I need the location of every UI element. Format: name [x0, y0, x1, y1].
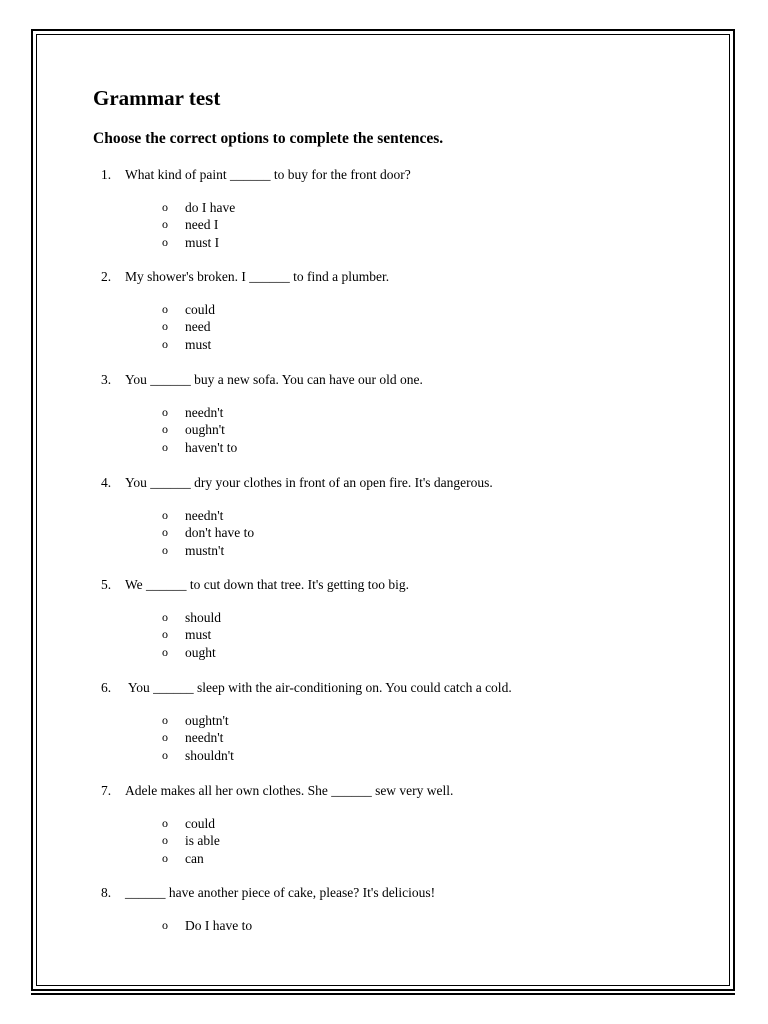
bullet-icon: o — [162, 542, 168, 557]
option-label: haven't to — [185, 439, 238, 455]
option-label: could — [185, 816, 215, 831]
question-number: 2. — [101, 269, 112, 284]
question-number: 5. — [101, 577, 112, 592]
option-label: must — [185, 627, 212, 643]
question-text: We ______ to cut down that tree. It's getting too big. — [125, 577, 410, 592]
bullet-icon: o — [162, 439, 168, 454]
question-5 — [0, 577, 768, 677]
bullet-icon: o — [162, 833, 168, 848]
question-number: 7. — [101, 783, 112, 798]
bullet-icon: o — [162, 644, 168, 659]
question-text: ______ have another piece of cake, please? It's delicious! — [125, 885, 436, 900]
option-label: needn't — [185, 508, 224, 523]
bullet-icon: o — [162, 850, 168, 865]
bullet-icon: o — [162, 508, 168, 522]
option-label: need — [185, 319, 211, 335]
question-6 — [0, 680, 768, 780]
bullet-icon: o — [162, 525, 168, 540]
option-label: need I — [185, 217, 219, 233]
question-text: My shower's broken. I ______ to find a plumber. — [125, 269, 390, 284]
question-text: Adele makes all her own clothes. She ______ sew very well. — [125, 783, 454, 798]
question-7 — [0, 783, 768, 883]
page-title: Grammar test — [93, 86, 221, 110]
question-number: 6. — [101, 680, 112, 695]
question-text: You ______ dry your clothes in front of an open fire. It's dangerous. — [125, 475, 493, 490]
bullet-icon: o — [162, 918, 168, 932]
option-label: must — [185, 336, 212, 352]
page-border-bottom — [31, 993, 735, 995]
option-label: should — [185, 610, 222, 625]
instructions: Choose the correct options to complete the sentences. — [93, 130, 444, 147]
question-4 — [0, 475, 768, 575]
question-2 — [0, 269, 768, 369]
option-label: must I — [185, 234, 220, 250]
question-number: 4. — [101, 475, 112, 490]
option-label: oughtn't — [185, 713, 229, 728]
bullet-icon: o — [162, 336, 168, 351]
option-label: shouldn't — [185, 747, 234, 763]
bullet-icon: o — [162, 302, 168, 316]
question-number: 3. — [101, 372, 112, 387]
option-label: could — [185, 302, 215, 317]
question-number: 8. — [101, 885, 112, 900]
option-label: needn't — [185, 405, 224, 420]
bullet-icon: o — [162, 234, 168, 249]
bullet-icon: o — [162, 627, 168, 642]
bullet-icon: o — [162, 422, 168, 437]
option-label: oughn't — [185, 422, 225, 438]
bullet-icon: o — [162, 816, 168, 830]
question-text: What kind of paint ______ to buy for the front door? — [125, 167, 411, 182]
question-3 — [0, 372, 768, 472]
bullet-icon: o — [162, 730, 168, 745]
question-text: You ______ sleep with the air-conditioning on. You could catch a cold. — [125, 680, 512, 695]
option-label: don't have to — [185, 525, 255, 541]
option-label: needn't — [185, 730, 224, 746]
bullet-icon: o — [162, 319, 168, 334]
bullet-icon: o — [162, 405, 168, 419]
option-label: Do I have to — [185, 918, 253, 933]
bullet-icon: o — [162, 610, 168, 624]
bullet-icon: o — [162, 747, 168, 762]
option-label: can — [185, 850, 204, 866]
question-text: You ______ buy a new sofa. You can have our old one. — [125, 372, 423, 387]
bullet-icon: o — [162, 217, 168, 232]
bullet-icon: o — [162, 200, 168, 214]
option-label: do I have — [185, 200, 236, 215]
bullet-icon: o — [162, 713, 168, 727]
option-label: mustn't — [185, 542, 225, 558]
question-number: 1. — [101, 167, 112, 182]
question-1 — [0, 167, 768, 267]
question-8 — [0, 885, 768, 985]
option-label: is able — [185, 833, 220, 849]
option-label: ought — [185, 644, 216, 660]
